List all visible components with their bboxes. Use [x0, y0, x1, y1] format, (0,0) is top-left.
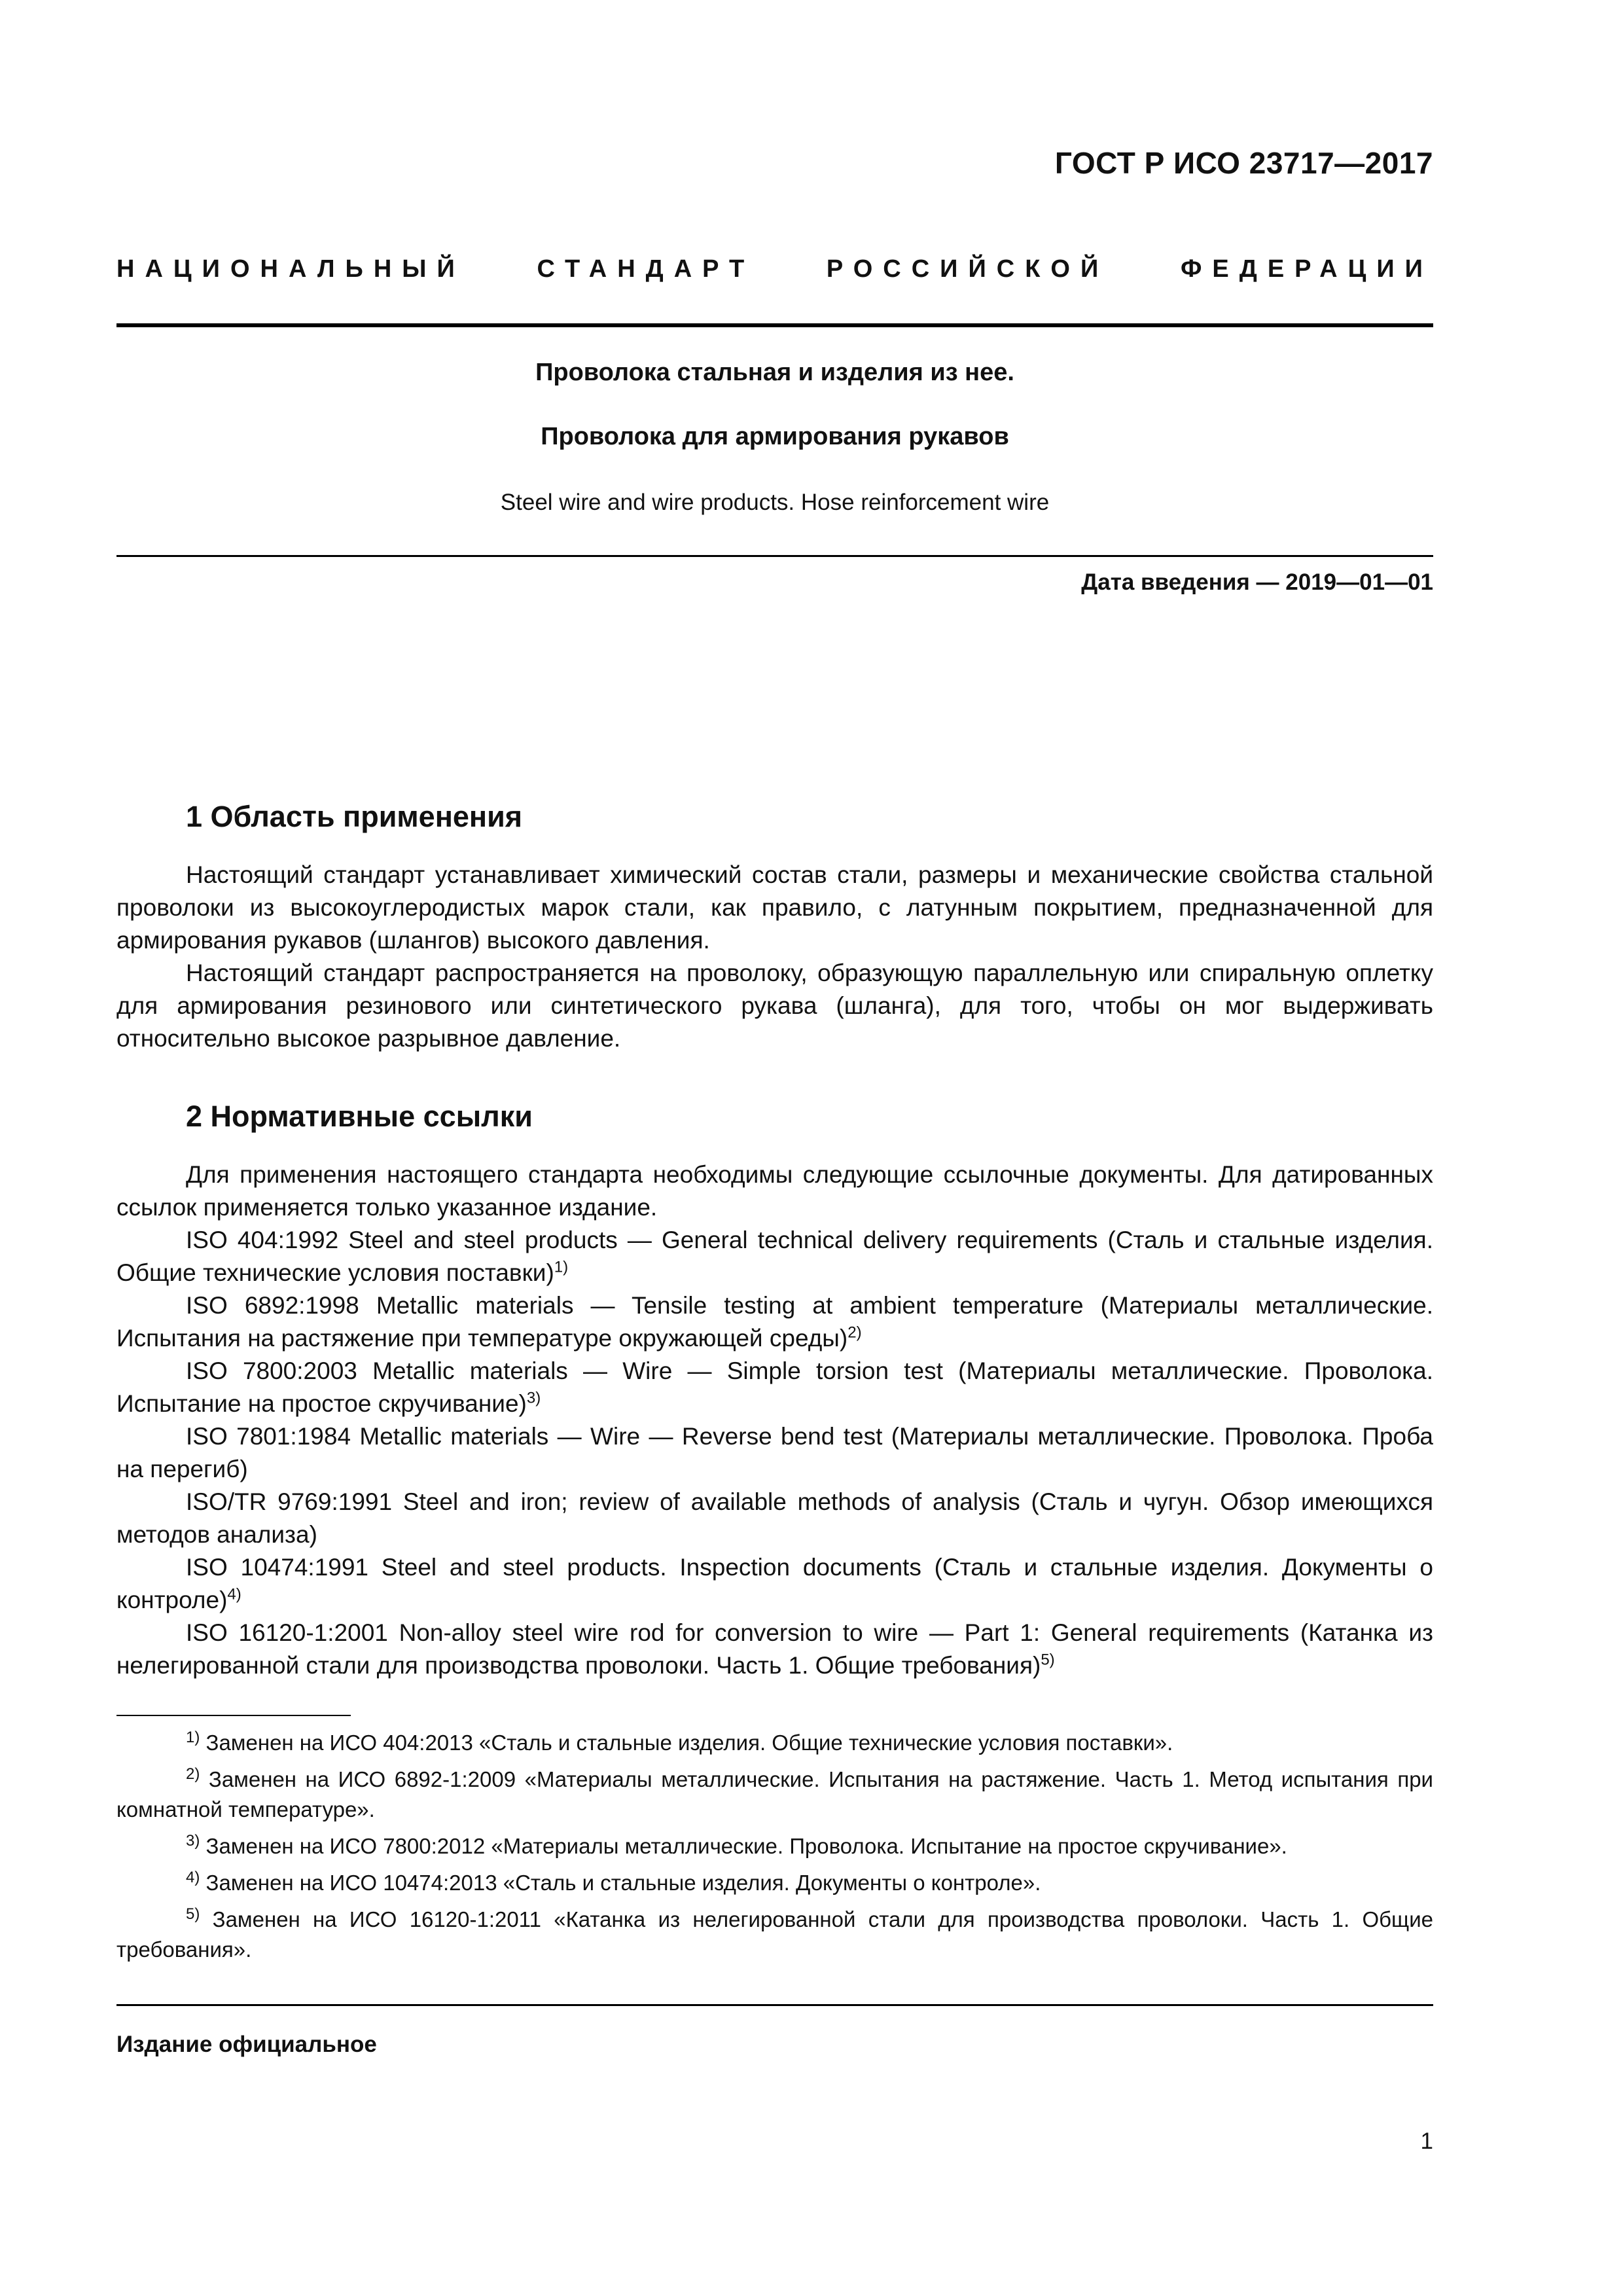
section-2-heading: 2 Нормативные ссылки	[186, 1100, 533, 1133]
footnote-item: $^{3)}$ Заменен на ИСО 7800:2012 «Материалы металлические. Проволока. Испытание на простое скручивание».	[186, 1832, 1287, 1858]
footnote-item: $^{4)}$ Заменен на ИСО 10474:2013 «Сталь и стальные изделия. Документы о контроле».	[186, 1869, 1041, 1895]
title-line-1: Проволока стальная и изделия из нее.	[535, 359, 1014, 386]
title-line-2: Проволока для армирования рукавов	[541, 423, 1009, 450]
footnote-ref[interactable]: 4)	[227, 1585, 241, 1604]
footnote-ref[interactable]: 1)	[554, 1258, 569, 1276]
footer-divider	[116, 2004, 1433, 2006]
section-1-paragraph: Настоящий стандарт распространяется на проволоку, образующую параллельную или спиральную оплетку для армирования резинового или синтетического рукава (шланга), для того, чтобы он мог выдерживать относительно высокое разрывное давление.	[116, 960, 1433, 1052]
footnote-ref[interactable]: 3)	[526, 1389, 541, 1407]
footnote-item: $^{1)}$ Заменен на ИСО 404:2013 «Сталь и стальные изделия. Общие технические условия поставки».	[186, 1729, 1173, 1755]
standard-designation: ГОСТ Р ИСО 23717—2017	[1054, 146, 1433, 180]
reference-item: ISO/TR 9769:1991 Steel and iron; review of available methods of analysis (Сталь и чугун. Обзор имеющихся методов анализа)	[116, 1488, 1433, 1548]
section-1-paragraph: Настоящий стандарт устанавливает химический состав стали, размеры и механические свойства стальной проволоки из высокоуглеродистых марок стали, как правило, с латунным покрытием, предназначенной для армирования рукавов (шлангов) высокого давления.	[116, 861, 1433, 954]
header-divider	[116, 323, 1433, 327]
introduction-date: Дата введения — 2019—01—01	[1081, 569, 1433, 595]
reference-item: ISO 16120-1:2001 Non-alloy steel wire rod for conversion to wire — Part 1: General requirements (Катанка из нелегированной стали для производства проволоки. Часть 1. Общие требования)$^{5)}$	[116, 1619, 1433, 1679]
official-edition-label: Издание официальное	[116, 2032, 377, 2057]
footnote-item: $^{5)}$ Заменен на ИСО 16120-1:2011 «Катанка из нелегированной стали для производства проволоки. Часть 1. Общие требования».	[116, 1905, 1433, 1962]
footnotes	[116, 1728, 1433, 1971]
footnote-item: $^{2)}$ Заменен на ИСО 6892-1:2009 «Материалы металлические. Испытания на растяжение. Часть 1. Метод испытания при комнатной температуре».	[116, 1765, 1433, 1821]
title-english: Steel wire and wire products. Hose reinforcement wire	[500, 490, 1050, 515]
section-1-body	[116, 859, 1433, 1055]
section-1-heading: 1 Область применения	[186, 800, 523, 833]
title-divider	[116, 555, 1433, 557]
footnote-ref[interactable]: 2)	[847, 1323, 862, 1342]
reference-item: ISO 7800:2003 Metallic materials — Wire — Simple torsion test (Материалы металлические. Проволока. Испытание на простое скручивание)$^{3)}$	[116, 1357, 1433, 1417]
footnote-ref[interactable]: 5)	[1041, 1651, 1055, 1669]
section-2-body	[116, 1158, 1433, 1682]
reference-item: ISO 10474:1991 Steel and steel products. Inspection documents (Сталь и стальные изделия. Документы о контроле)$^{4)}$	[116, 1554, 1433, 1613]
section-2-intro: Для применения настоящего стандарта необходимы следующие ссылочные документы. Для датированных ссылок применяется только указанное издание.	[116, 1161, 1433, 1221]
national-standard-banner: НАЦИОНАЛЬНЫЙ СТАНДАРТ РОССИЙСКОЙ ФЕДЕРАЦИИ	[116, 255, 1433, 283]
page-number: 1	[1420, 2128, 1433, 2154]
footnote-separator	[116, 1715, 351, 1716]
reference-item: ISO 7801:1984 Metallic materials — Wire — Reverse bend test (Материалы металлические. Проволока. Проба на перегиб)	[116, 1423, 1433, 1482]
reference-item: ISO 404:1992 Steel and steel products — General technical delivery requirements (Сталь и стальные изделия. Общие технические условия поставки)$^{1)}$	[116, 1227, 1433, 1286]
reference-item: ISO 6892:1998 Metallic materials — Tensile testing at ambient temperature (Материалы металлические. Испытания на растяжение при температуре окружающей среды)$^{2)}$	[116, 1292, 1433, 1352]
